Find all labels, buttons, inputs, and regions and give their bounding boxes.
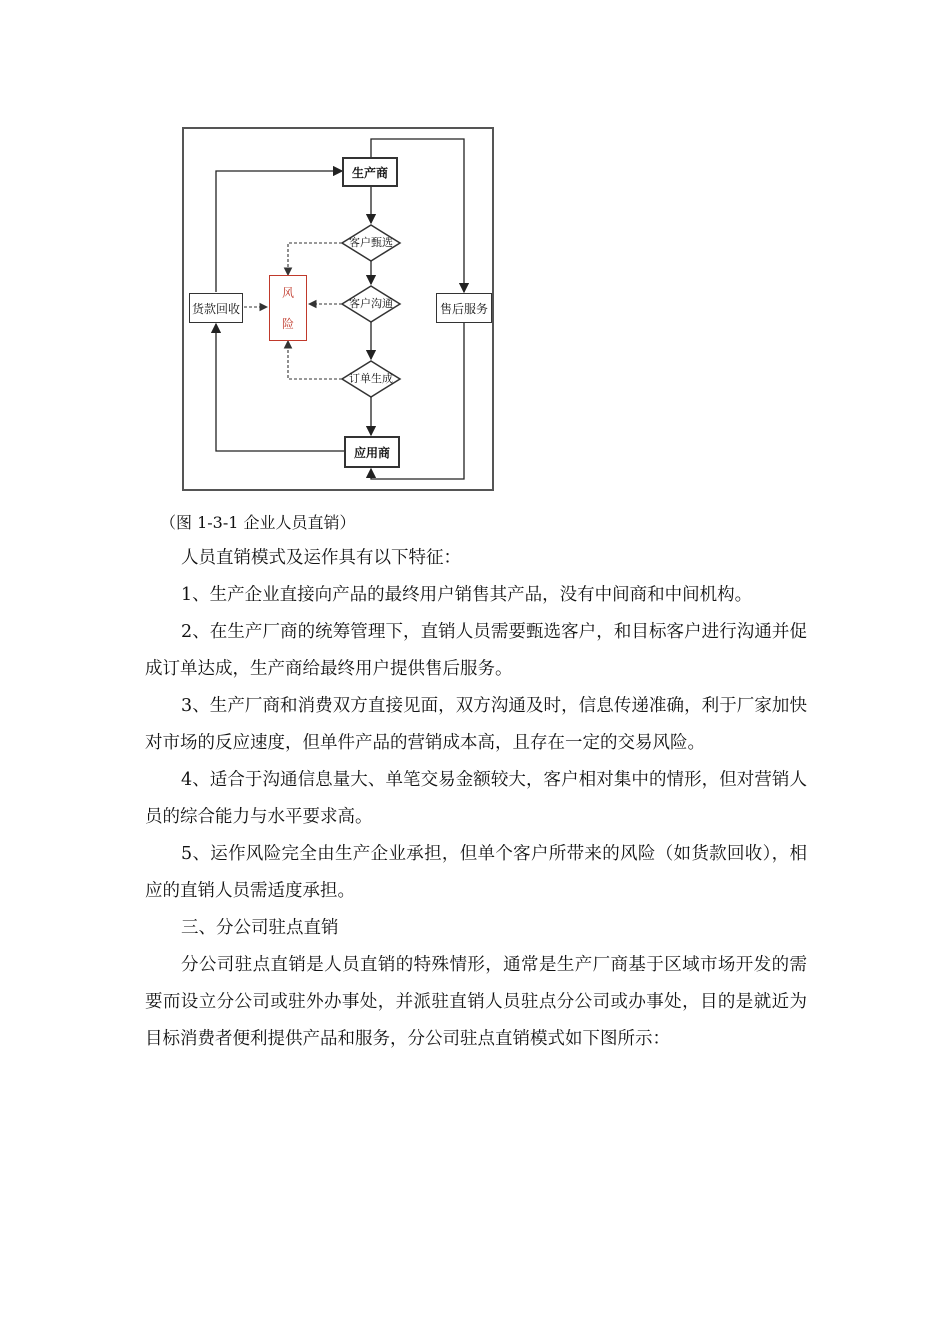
paragraph-feature-3: 3、生产厂商和消费双方直接见面，双方沟通及时，信息传递准确，利于厂家加快对市场的反应速度，但单件产品的营销成本高，且存在一定的交易风险。 bbox=[145, 696, 807, 753]
paragraph-feature-4: 4、适合于沟通信息量大、单笔交易金额较大，客户相对集中的情形，但对营销人员的综合能力与水平要求高。 bbox=[145, 770, 807, 827]
risk-label-char1: 风 bbox=[281, 286, 294, 300]
paragraph-feature-2: 2、在生产厂商的统筹管理下，直销人员需要甄选客户，和目标客户进行沟通并促成订单达成，生产商给最终用户提供售后服务。 bbox=[145, 622, 807, 679]
section-heading: 三、分公司驻点直销 bbox=[181, 918, 339, 938]
after-sales-label: 售后服务 bbox=[439, 301, 488, 316]
paragraph-feature-1: 1、生产企业直接向产品的最终用户销售其产品，没有中间商和中间机构。 bbox=[181, 585, 753, 605]
paragraph-branch-sales: 分公司驻点直销是人员直销的特殊情形，通常是生产厂商基于区域市场开发的需要而设立分公司或驻外办事处，并派驻直销人员驻点分公司或办事处，目的是就近为目标消费者便利提供产品和服务，分公司驻点直销模式如下图所示： bbox=[145, 955, 807, 1049]
application-vendor-box bbox=[344, 436, 400, 468]
direct-sales-flow-diagram bbox=[182, 127, 494, 491]
application-vendor-label: 应用商 bbox=[353, 445, 390, 460]
order-generation-label: 订单生成 bbox=[349, 372, 393, 385]
figure-caption: （图 1-3-1 企业人员直销） bbox=[160, 513, 356, 532]
producer-label: 生产商 bbox=[351, 165, 388, 180]
customer-screening-label: 客户甄选 bbox=[349, 236, 393, 249]
risk-label-char2: 险 bbox=[281, 317, 294, 331]
customer-communication-label: 客户沟通 bbox=[349, 297, 393, 310]
risk-box bbox=[269, 275, 307, 341]
paragraph-feature-5: 5、运作风险完全由生产企业承担，但单个客户所带来的风险（如货款回收），相应的直销人员需适度承担。 bbox=[145, 844, 807, 901]
payment-recovery-box bbox=[189, 293, 243, 323]
after-sales-box bbox=[436, 293, 492, 323]
paragraph-intro: 人员直销模式及运作具有以下特征： bbox=[181, 548, 461, 568]
payment-recovery-label: 货款回收 bbox=[191, 301, 240, 316]
producer-box bbox=[342, 157, 398, 187]
